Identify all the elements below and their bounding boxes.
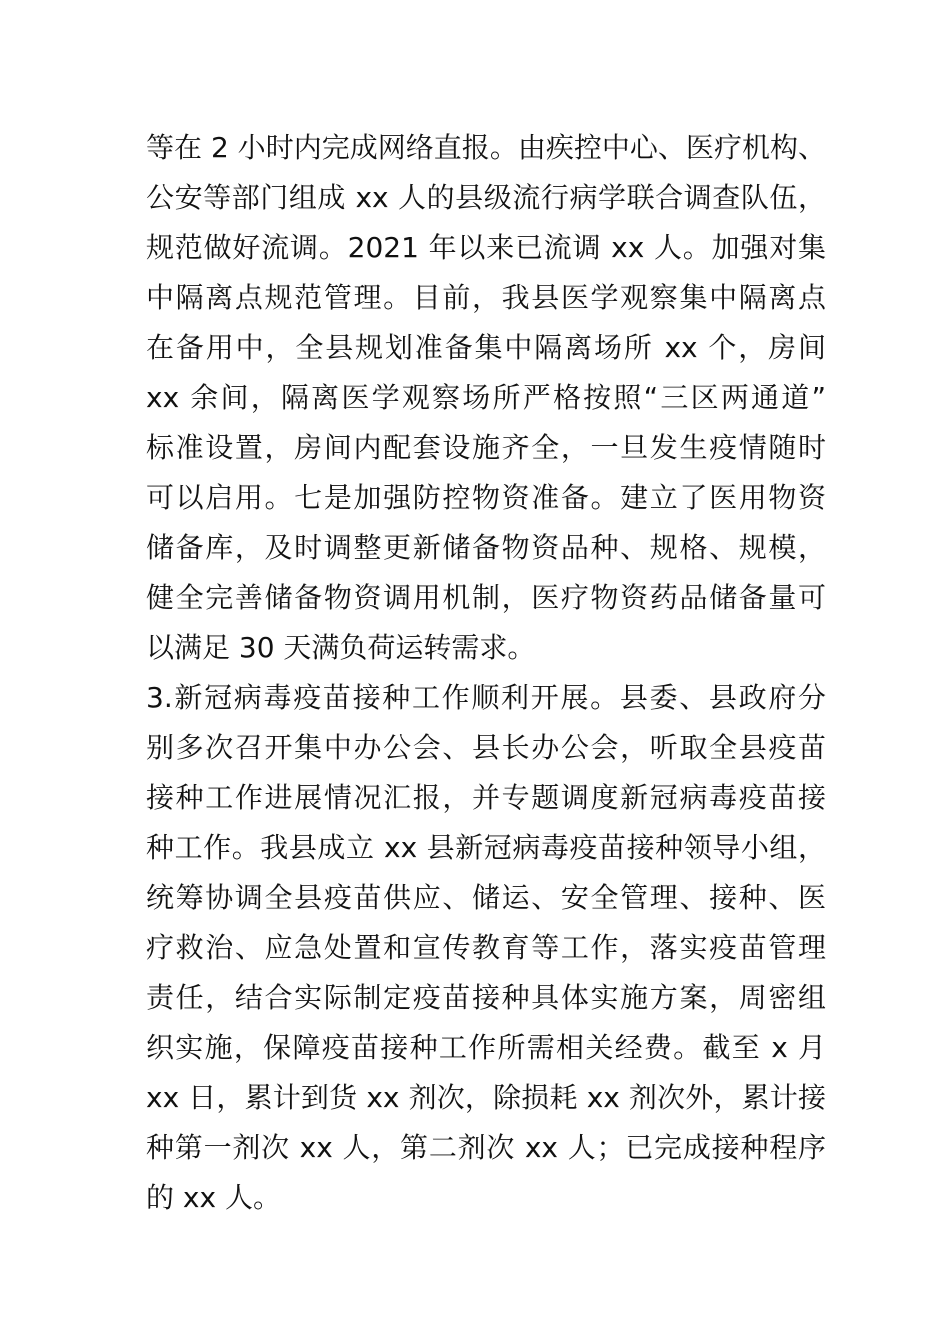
text-line: 储备库，及时调整更新储备物资品种、规格、规模， — [146, 531, 826, 564]
text-line: 织实施，保障疫苗接种工作所需相关经费。截至 x 月 — [146, 1031, 826, 1064]
text-line: 规范做好流调。2021 年以来已流调 xx 人。加强对集 — [146, 231, 826, 264]
text-line: 疗救治、应急处置和宣传教育等工作，落实疫苗管理 — [146, 931, 826, 964]
text-line: 责任，结合实际制定疫苗接种具体实施方案，周密组 — [146, 981, 826, 1014]
text-line: 中隔离点规范管理。目前，我县医学观察集中隔离点 — [146, 281, 826, 314]
text-line: 3.新冠病毒疫苗接种工作顺利开展。县委、县政府分 — [146, 681, 826, 714]
text-line: 标准设置，房间内配套设施齐全，一旦发生疫情随时 — [146, 431, 826, 464]
text-line: 健全完善储备物资调用机制，医疗物资药品储备量可 — [146, 581, 826, 614]
text-line: xx 日，累计到货 xx 剂次，除损耗 xx 剂次外，累计接 — [146, 1081, 826, 1114]
text-line: xx 余间，隔离医学观察场所严格按照“三区两通道” — [146, 381, 826, 414]
text-line: 别多次召开集中办公会、县长办公会，听取全县疫苗 — [146, 731, 826, 764]
text-line: 接种工作进展情况汇报，并专题调度新冠病毒疫苗接 — [146, 781, 826, 814]
text-line: 在备用中，全县规划准备集中隔离场所 xx 个，房间 — [146, 331, 826, 364]
text-line: 可以启用。七是加强防控物资准备。建立了医用物资 — [146, 481, 826, 514]
text-line: 的 xx 人。 — [146, 1181, 281, 1214]
text-line: 等在 2 小时内完成网络直报。由疾控中心、医疗机构、 — [146, 131, 826, 164]
body-text — [146, 123, 826, 1223]
text-line: 种第一剂次 xx 人，第二剂次 xx 人；已完成接种程序 — [146, 1131, 826, 1164]
text-line: 种工作。我县成立 xx 县新冠病毒疫苗接种领导小组， — [146, 831, 826, 864]
text-line: 公安等部门组成 xx 人的县级流行病学联合调查队伍， — [146, 181, 826, 214]
text-line: 统筹协调全县疫苗供应、储运、安全管理、接种、医 — [146, 881, 826, 914]
text-line: 以满足 30 天满负荷运转需求。 — [146, 631, 536, 664]
